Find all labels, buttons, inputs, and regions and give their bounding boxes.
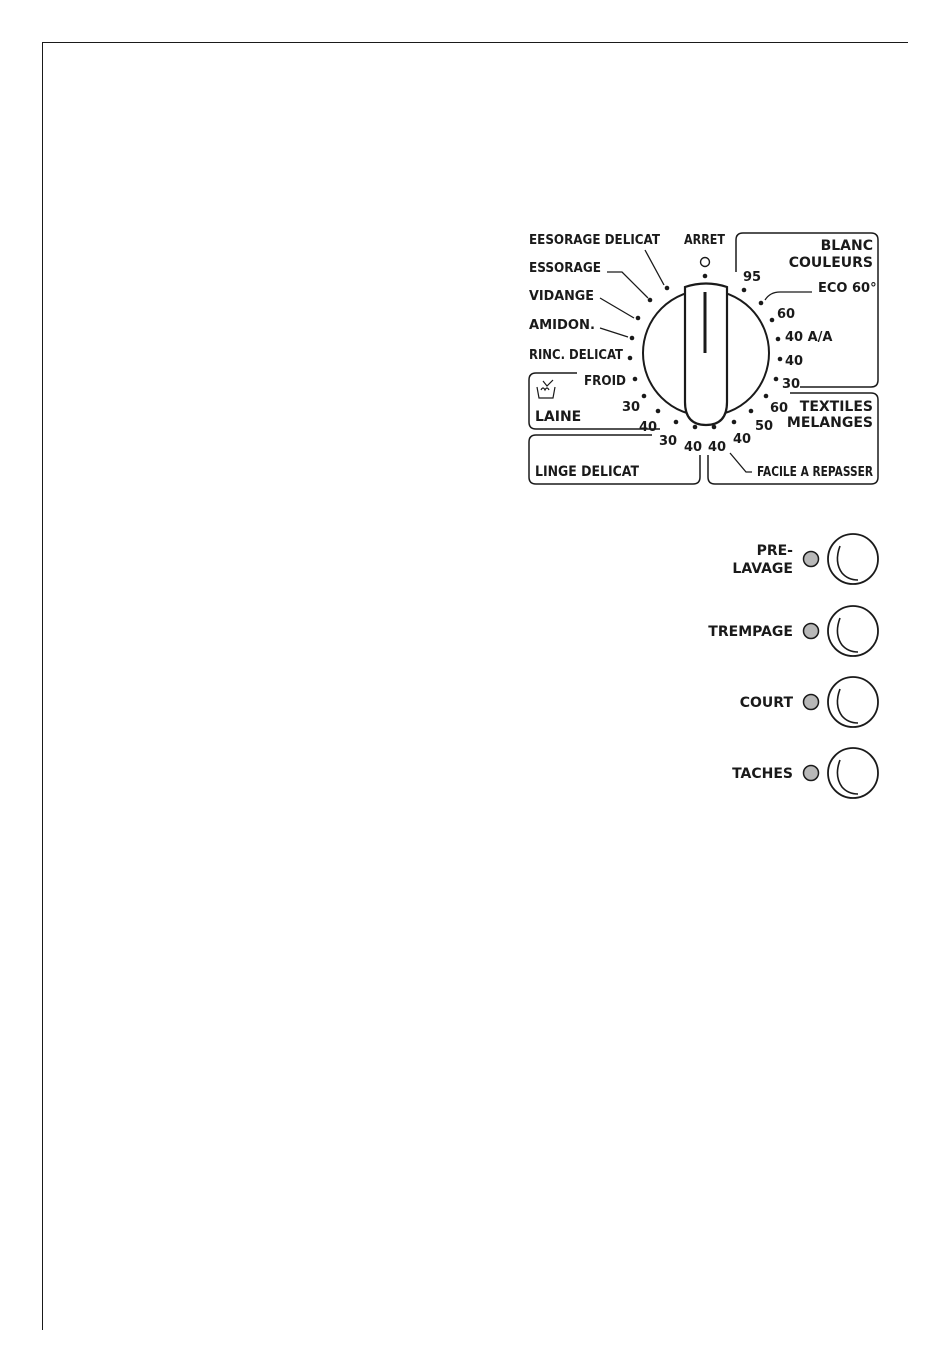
taches-button[interactable] — [828, 748, 878, 798]
temp-linge-40: 40 — [684, 440, 703, 455]
dot-textiles-50 — [749, 409, 754, 414]
dot-facile-40 — [712, 425, 717, 430]
temp-blanc-60: 60 — [777, 307, 796, 322]
option-trempage[interactable] — [708, 606, 878, 656]
dot-blanc-30 — [774, 377, 779, 382]
facile-title: FACILE A REPASSER — [757, 465, 873, 480]
dot-blanc-60 — [770, 318, 775, 323]
laine-title: LAINE — [535, 409, 582, 425]
label-froid: FROID — [584, 374, 627, 389]
temp-textiles-60: 60 — [770, 401, 789, 416]
temp-laine-30: 30 — [622, 400, 641, 415]
prelavage-led — [804, 552, 819, 567]
temp-40aa: 40 A/A — [785, 330, 833, 345]
label-off: ARRET — [684, 233, 726, 248]
temp-textiles-40: 40 — [733, 432, 752, 447]
label-eesorage-delicat: EESORAGE DELICAT — [529, 233, 661, 248]
taches-label: TACHES — [732, 766, 793, 782]
dot-eesorage — [665, 286, 670, 291]
label-vidange: VIDANGE — [529, 289, 594, 304]
dot-40aa — [776, 337, 781, 342]
dot-vidange — [636, 316, 641, 321]
temp-blanc-30: 30 — [782, 377, 801, 392]
temp-eco60: ECO 60° — [818, 281, 877, 296]
linge-delicat-title: LINGE DELICAT — [535, 464, 640, 480]
facile-leader — [730, 453, 752, 472]
dot-essorage — [648, 298, 653, 303]
amidon-leader — [600, 328, 628, 337]
court-button[interactable] — [828, 677, 878, 727]
off-position-circle — [701, 258, 710, 267]
blanc-title-line2: COULEURS — [788, 255, 873, 271]
dot-laine-40 — [656, 409, 661, 414]
temp-blanc-40: 40 — [785, 354, 804, 369]
dot-off — [703, 274, 708, 279]
court-led — [804, 695, 819, 710]
temp-95: 95 — [743, 270, 762, 285]
dot-blanc-40 — [778, 357, 783, 362]
trempage-label: TREMPAGE — [708, 624, 793, 640]
court-label: COURT — [739, 695, 793, 711]
trempage-button[interactable] — [828, 606, 878, 656]
dot-eco — [759, 301, 764, 306]
temp-laine-40: 40 — [639, 420, 658, 435]
temp-linge-30: 30 — [659, 434, 678, 449]
eco-leader — [765, 292, 812, 300]
textiles-title-line1: TEXTILES — [799, 399, 873, 415]
option-taches[interactable] — [732, 748, 878, 798]
label-essorage: ESSORAGE — [529, 261, 601, 276]
prelavage-label-line2: LAVAGE — [732, 561, 793, 577]
dot-rinc-delicat — [628, 356, 633, 361]
label-rinc-delicat: RINC. DELICAT — [529, 348, 624, 363]
dot-95 — [742, 288, 747, 293]
hand-wash-icon — [537, 380, 555, 398]
essorage-leader — [607, 272, 648, 298]
label-amidon: AMIDON. — [529, 318, 595, 333]
taches-led — [804, 766, 819, 781]
blanc-title-line1: BLANC — [820, 238, 873, 254]
dot-froid — [633, 377, 638, 382]
dot-textiles-40 — [732, 420, 737, 425]
dot-laine-30 — [642, 394, 647, 399]
eesorage-leader — [645, 250, 664, 285]
trempage-led — [804, 624, 819, 639]
dot-linge-30 — [674, 420, 679, 425]
temp-textiles-50: 50 — [755, 419, 774, 434]
temp-facile-40: 40 — [708, 440, 727, 455]
vidange-leader — [600, 298, 634, 318]
textiles-title-line2: MELANGES — [786, 415, 873, 431]
dot-textiles-60 — [764, 394, 769, 399]
dot-amidon — [630, 336, 635, 341]
prelavage-button[interactable] — [828, 534, 878, 584]
prelavage-label-line1: PRE- — [756, 543, 793, 559]
option-court[interactable] — [740, 677, 878, 727]
option-prelavage[interactable] — [732, 534, 878, 584]
dot-linge-40 — [693, 425, 698, 430]
